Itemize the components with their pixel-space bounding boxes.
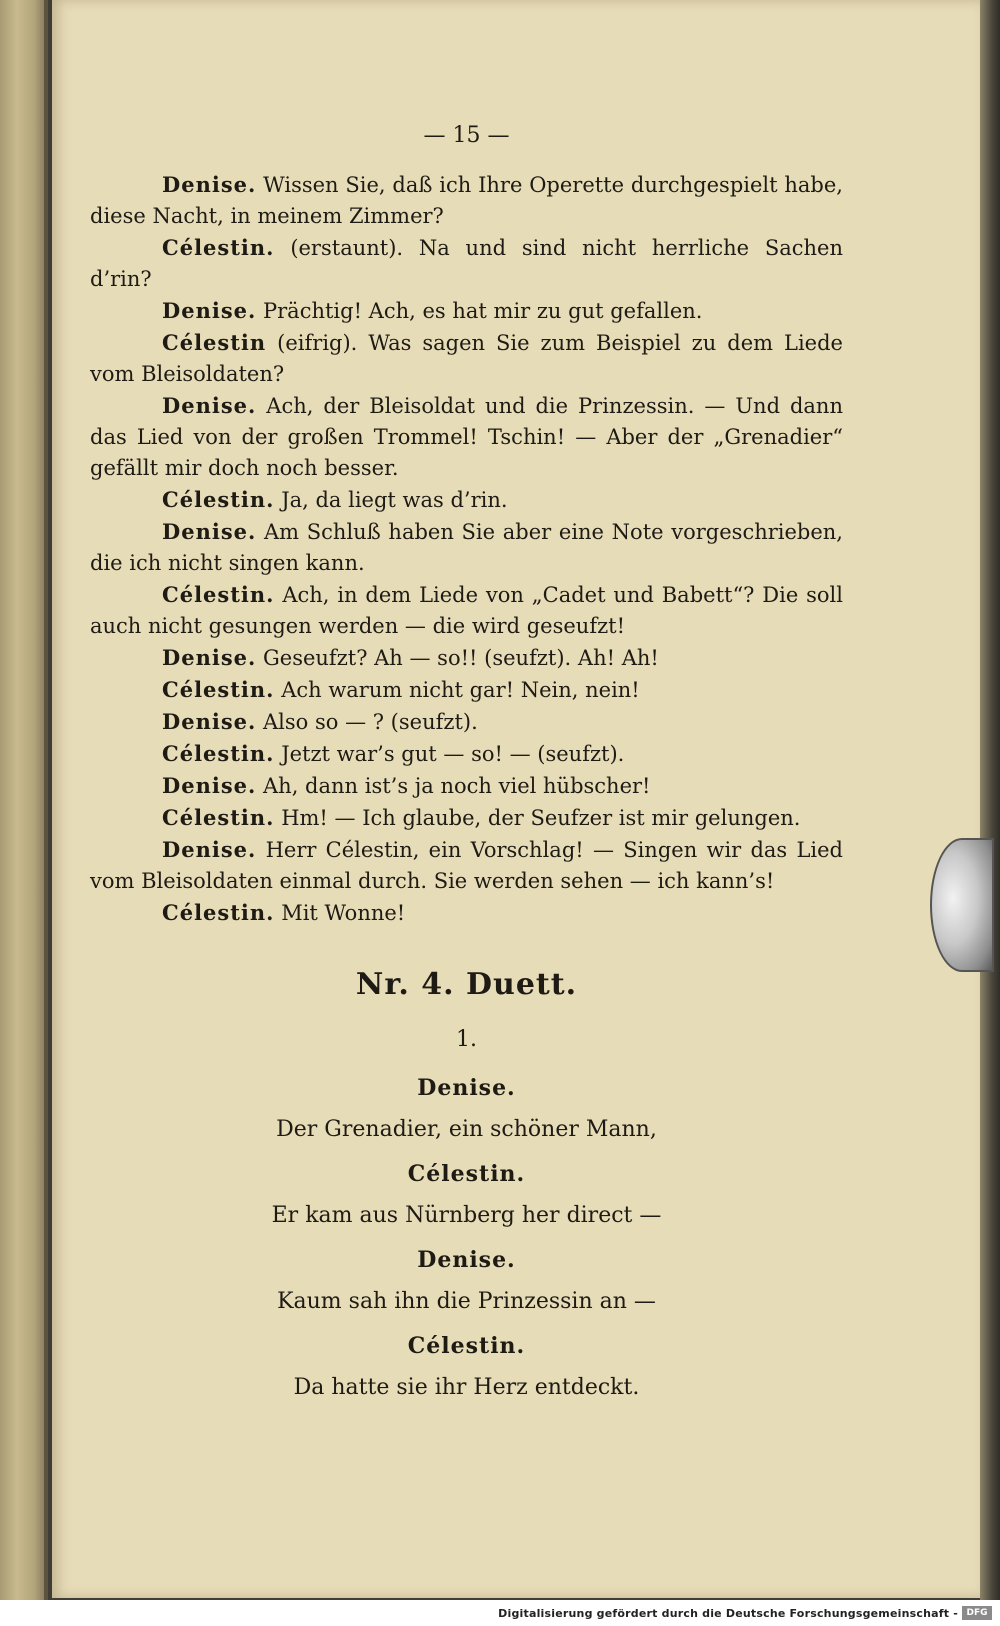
speaker-name: Denise.	[162, 837, 257, 862]
song-speaker: Célestin.	[407, 1333, 526, 1359]
dfg-logo: DFG	[962, 1606, 992, 1620]
spoken-text: Ach, der Bleisoldat und die Prinzessin. — Und dann das Lied von der großen Trommel! Tschin! — Aber der „Grenadier“ gefällt mir doch noch besser.	[90, 394, 843, 480]
dialogue-line	[90, 802, 843, 834]
song-line: Kaum sah ihn die Prinzessin an —	[277, 1289, 656, 1314]
digitization-footer	[0, 1600, 1000, 1626]
spoken-text: Prächtig! Ach, es hat mir zu gut gefallen.	[263, 299, 703, 323]
song-line: Der Grenadier, ein schöner Mann,	[276, 1117, 657, 1142]
song-speaker: Denise.	[417, 1075, 516, 1101]
speaker-name: Denise.	[162, 709, 257, 734]
dialogue-line	[90, 169, 843, 232]
spoken-text: Ah, dann ist’s ja noch viel hübscher!	[263, 774, 651, 798]
spoken-text: Herr Célestin, ein Vorschlag! — Singen wir das Lied vom Bleisoldaten einmal durch. Sie werden sehen — ich kann’s!	[90, 838, 843, 893]
spoken-text: Ja, da liegt was d’rin.	[281, 488, 508, 512]
speaker-name: Célestin.	[162, 582, 275, 607]
speaker-name: Denise.	[162, 773, 257, 798]
speaker-name: Célestin.	[162, 487, 275, 512]
dialogue-line	[90, 579, 843, 642]
speaker-name: Célestin	[162, 330, 267, 355]
book-binding	[0, 0, 48, 1600]
section-number: 1.	[456, 1027, 477, 1052]
spoken-text: (eifrig). Was sagen Sie zum Beispiel zu dem Liede vom Bleisoldaten?	[90, 331, 843, 386]
spoken-text: Jetzt war’s gut — so! — (seufzt).	[281, 742, 625, 766]
speaker-name: Denise.	[162, 172, 257, 197]
speaker-name: Denise.	[162, 298, 257, 323]
spoken-text: (erstaunt). Na und sind nicht herrliche Sachen d’rin?	[90, 236, 843, 291]
spoken-text: Mit Wonne!	[281, 901, 406, 925]
dialogue-line	[90, 390, 843, 484]
spoken-text: Ach, in dem Liede von „Cadet und Babett“? Die soll auch nicht gesungen werden — die wird geseufzt!	[90, 583, 843, 638]
dialogue-line	[90, 295, 843, 327]
speaker-name: Denise.	[162, 645, 257, 670]
dialogue-line	[90, 642, 843, 674]
funding-credit: Digitalisierung gefördert durch die Deutsche Forschungsgemeinschaft -	[498, 1607, 958, 1620]
speaker-name: Célestin.	[162, 741, 275, 766]
dialogue-line	[90, 484, 843, 516]
page-clip	[930, 838, 994, 972]
dialogue-block	[90, 169, 843, 929]
dialogue-line	[90, 706, 843, 738]
song-block	[90, 1073, 843, 1403]
spoken-text: Hm! — Ich glaube, der Seufzer ist mir gelungen.	[281, 806, 801, 830]
dialogue-line	[90, 834, 843, 897]
spoken-text: Ach warum nicht gar! Nein, nein!	[281, 678, 640, 702]
page-text	[90, 120, 843, 1403]
speaker-name: Célestin.	[162, 900, 275, 925]
dialogue-line	[90, 516, 843, 579]
page-number: — 15 —	[423, 123, 510, 148]
dialogue-line	[90, 674, 843, 706]
dialogue-line	[90, 770, 843, 802]
page-edge	[980, 0, 1000, 1600]
song-speaker: Denise.	[417, 1247, 516, 1273]
spoken-text: Also so — ? (seufzt).	[263, 710, 478, 734]
spoken-text: Geseufzt? Ah — so!! (seufzt). Ah! Ah!	[263, 646, 659, 670]
dialogue-line	[90, 897, 843, 929]
speaker-name: Célestin.	[162, 677, 275, 702]
dialogue-line	[90, 738, 843, 770]
speaker-name: Denise.	[162, 393, 257, 418]
speaker-name: Célestin.	[162, 235, 275, 260]
dialogue-line	[90, 327, 843, 390]
song-speaker: Célestin.	[407, 1161, 526, 1187]
dialogue-line	[90, 232, 843, 295]
song-line: Er kam aus Nürnberg her direct —	[271, 1203, 662, 1228]
song-line: Da hatte sie ihr Herz entdeckt.	[293, 1375, 640, 1400]
speaker-name: Célestin.	[162, 805, 275, 830]
spoken-text: Wissen Sie, daß ich Ihre Operette durchgespielt habe, diese Nacht, in meinem Zimmer?	[90, 173, 843, 228]
spoken-text: Am Schluß haben Sie aber eine Note vorgeschrieben, die ich nicht singen kann.	[90, 520, 843, 575]
section-title: Nr. 4. Duett.	[355, 967, 578, 1002]
speaker-name: Denise.	[162, 519, 257, 544]
